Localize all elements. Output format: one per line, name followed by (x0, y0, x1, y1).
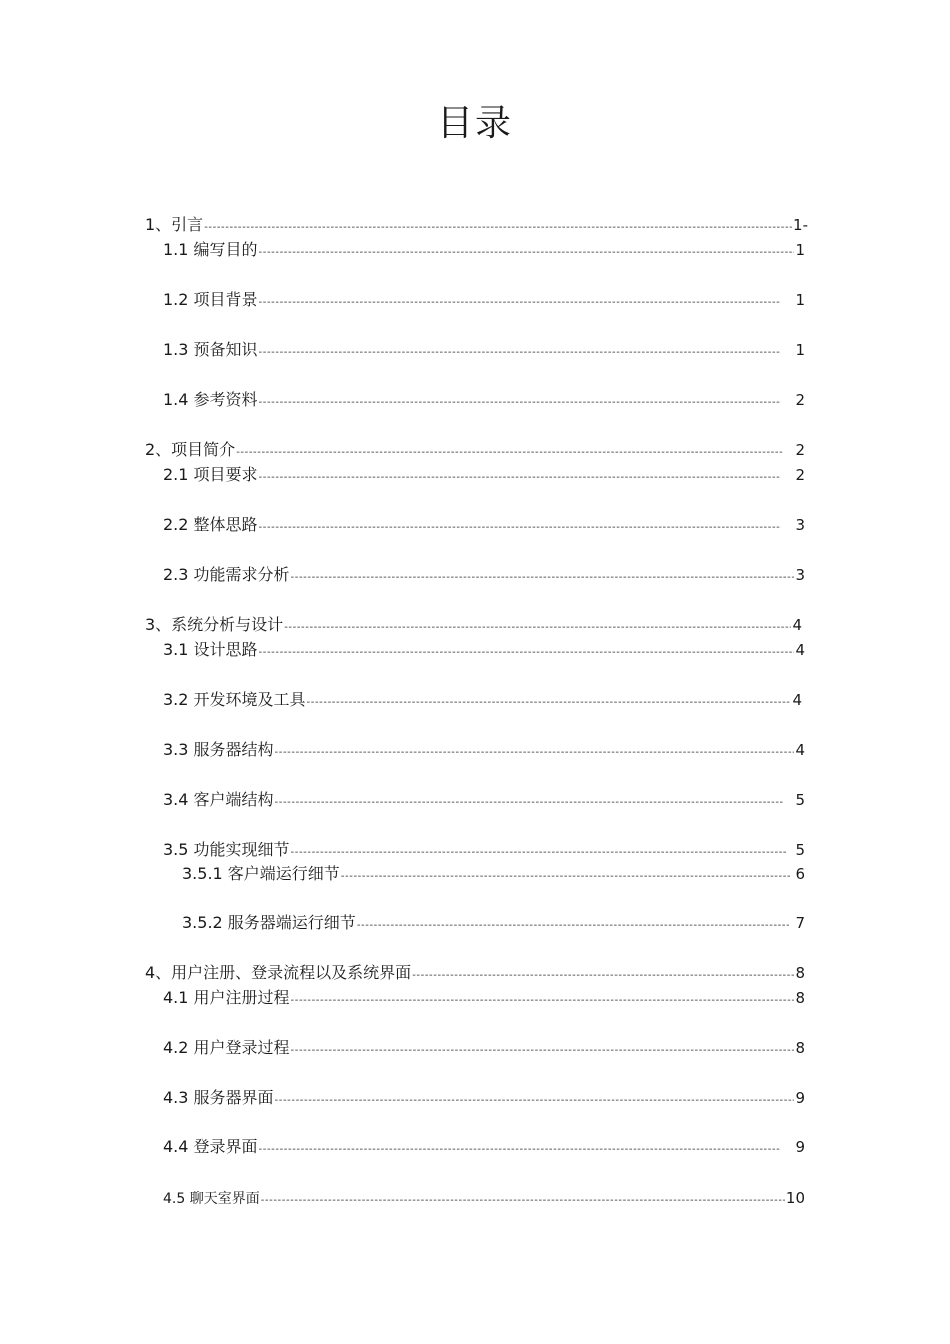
toc-page-number: 2 (795, 391, 805, 409)
toc-entry[interactable] (145, 962, 805, 984)
toc-entry[interactable] (163, 1087, 805, 1109)
dot-leader (275, 792, 784, 814)
toc-page-number: 2 (795, 466, 805, 484)
dot-leader (204, 217, 792, 239)
toc-page-number: 5 (795, 791, 805, 809)
toc-entry-label: 4.2 用户登录过程 (163, 1038, 290, 1057)
toc-entry[interactable] (145, 214, 808, 236)
toc-entry[interactable] (163, 1136, 805, 1158)
toc-entry[interactable] (163, 1187, 805, 1209)
toc-page-number: 8 (795, 989, 805, 1007)
toc-entry[interactable] (163, 289, 805, 311)
toc-entry-label: 3.3 服务器结构 (163, 740, 274, 759)
toc-entry-label: 3.2 开发环境及工具 (163, 690, 306, 709)
toc-page-number: 6 (795, 865, 805, 883)
toc-entry[interactable] (163, 339, 805, 361)
toc-entry[interactable] (163, 739, 805, 761)
toc-entry-label: 2、项目简介 (145, 440, 236, 459)
toc-entry[interactable] (163, 839, 805, 861)
page-title: 目录 (436, 103, 513, 144)
dot-leader (291, 990, 795, 1012)
dot-leader (259, 642, 795, 664)
toc-entry-label: 3.5 功能实现细节 (163, 840, 290, 859)
dot-leader (275, 742, 795, 764)
toc-entry[interactable] (163, 514, 805, 536)
toc-entry-label: 4.5 聊天室界面 (163, 1191, 260, 1207)
toc-entry-label: 3.4 客户端结构 (163, 790, 274, 809)
toc-page-number: 9 (795, 1089, 805, 1107)
dot-leader (291, 842, 788, 864)
dot-leader (259, 342, 782, 364)
toc-page-number: 1 (795, 291, 805, 309)
dot-leader (236, 442, 783, 464)
toc-entry-label: 1.2 项目背景 (163, 290, 258, 309)
toc-entry[interactable] (163, 389, 805, 411)
toc-page-number: 9 (795, 1138, 805, 1156)
toc-entry[interactable] (163, 987, 805, 1009)
dot-leader (412, 965, 794, 987)
toc-entry[interactable] (145, 614, 802, 636)
dot-leader (259, 292, 782, 314)
toc-entry[interactable] (163, 1037, 805, 1059)
toc-entry[interactable] (145, 439, 805, 461)
toc-page-number: 7 (795, 914, 805, 932)
toc-entry-label: 2.2 整体思路 (163, 515, 258, 534)
toc-entry-label: 2.1 项目要求 (163, 465, 258, 484)
toc-page-number: 4 (792, 691, 802, 709)
toc-page-number: 4 (792, 616, 802, 634)
toc-entry-label: 3.1 设计思路 (163, 640, 258, 659)
toc-entry-label: 3.5.2 服务器端运行细节 (182, 913, 356, 932)
dot-leader (259, 1139, 782, 1161)
toc-entry-label: 1.1 编写目的 (163, 240, 258, 259)
toc-page-number: 8 (795, 964, 805, 982)
toc-entry-label: 1、引言 (145, 215, 204, 234)
dot-leader (284, 617, 791, 639)
toc-page-number: 2 (795, 441, 805, 459)
toc-entry-label: 4.3 服务器界面 (163, 1088, 274, 1107)
toc-entry-label: 4.1 用户注册过程 (163, 988, 290, 1007)
toc-page-number: 1- (793, 216, 808, 234)
toc-entry[interactable] (163, 639, 805, 661)
dot-leader (259, 392, 782, 414)
toc-entry-label: 3.5.1 客户端运行细节 (182, 864, 340, 883)
toc-page-number: 3 (795, 566, 805, 584)
toc-entry[interactable] (182, 912, 805, 934)
dot-leader (341, 866, 792, 888)
toc-entry[interactable] (163, 789, 805, 811)
toc-entry-label: 4.4 登录界面 (163, 1137, 258, 1156)
toc-page-number: 10 (785, 1189, 805, 1207)
toc-page-number: 4 (795, 741, 805, 759)
toc-entry-label: 4、用户注册、登录流程以及系统界面 (145, 963, 412, 982)
toc-page-number: 4 (795, 641, 805, 659)
dot-leader (261, 1190, 785, 1212)
dot-leader (259, 517, 782, 539)
dot-leader (275, 1090, 795, 1112)
dot-leader (357, 915, 790, 937)
toc-entry[interactable] (163, 564, 805, 586)
toc-page-number: 5 (795, 841, 805, 859)
dot-leader (307, 692, 792, 714)
dot-leader (291, 1040, 795, 1062)
dot-leader (259, 242, 795, 264)
toc-page-number: 8 (795, 1039, 805, 1057)
toc-entry[interactable] (163, 464, 805, 486)
toc-entry-label: 3、系统分析与设计 (145, 615, 284, 634)
dot-leader (259, 467, 782, 489)
toc-page-number: 1 (795, 341, 805, 359)
toc-page-number: 1 (795, 241, 805, 259)
toc-entry[interactable] (163, 239, 805, 261)
toc-page-number: 3 (795, 516, 805, 534)
toc-entry[interactable] (163, 689, 802, 711)
toc-entry[interactable] (182, 863, 805, 885)
dot-leader (291, 567, 795, 589)
toc-entry-label: 1.3 预备知识 (163, 340, 258, 359)
toc-entry-label: 1.4 参考资料 (163, 390, 258, 409)
toc-entry-label: 2.3 功能需求分析 (163, 565, 290, 584)
